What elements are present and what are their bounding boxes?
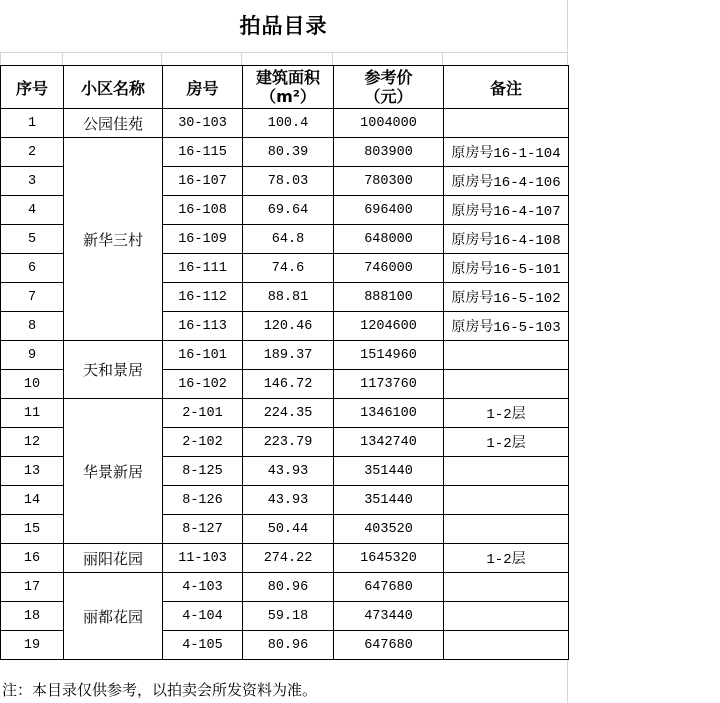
cell-area: 50.44 <box>243 515 334 544</box>
cell-remark <box>444 457 569 486</box>
spacer-row <box>0 52 568 65</box>
cell-community: 天和景居 <box>64 341 163 399</box>
cell-price: 780300 <box>334 167 444 196</box>
cell-room: 30-103 <box>163 109 243 138</box>
cell-no: 19 <box>1 631 64 660</box>
cell-community: 丽阳花园 <box>64 544 163 573</box>
cell-price: 351440 <box>334 457 444 486</box>
cell-remark: 原房号16-4-107 <box>444 196 569 225</box>
cell-remark: 原房号16-5-101 <box>444 254 569 283</box>
cell-no: 16 <box>1 544 64 573</box>
header-area <box>243 66 334 109</box>
cell-price: 403520 <box>334 515 444 544</box>
cell-room: 8-127 <box>163 515 243 544</box>
cell-area: 69.64 <box>243 196 334 225</box>
table-row <box>1 573 569 602</box>
cell-remark <box>444 486 569 515</box>
cell-room: 4-104 <box>163 602 243 631</box>
cell-community: 新华三村 <box>64 138 163 341</box>
cell-remark: 原房号16-1-104 <box>444 138 569 167</box>
header-price-label: 参考价 <box>364 68 413 87</box>
spacer-cell <box>242 53 333 65</box>
cell-price: 1645320 <box>334 544 444 573</box>
cell-no: 5 <box>1 225 64 254</box>
cell-area: 146.72 <box>243 370 334 399</box>
cell-no: 10 <box>1 370 64 399</box>
cell-area: 88.81 <box>243 283 334 312</box>
table-row <box>1 109 569 138</box>
cell-remark: 原房号16-5-103 <box>444 312 569 341</box>
cell-remark: 1-2层 <box>444 428 569 457</box>
header-community: 小区名称 <box>64 66 163 109</box>
cell-price: 351440 <box>334 486 444 515</box>
cell-room: 4-105 <box>163 631 243 660</box>
spacer-cell <box>162 53 242 65</box>
table-row <box>1 341 569 370</box>
header-row <box>1 66 569 109</box>
page-title: 拍品目录 <box>0 0 568 52</box>
cell-remark <box>444 631 569 660</box>
header-area-label: 建筑面积 <box>255 68 320 87</box>
cell-no: 4 <box>1 196 64 225</box>
cell-no: 18 <box>1 602 64 631</box>
cell-no: 6 <box>1 254 64 283</box>
cell-area: 223.79 <box>243 428 334 457</box>
header-price-unit: （元） <box>364 87 413 106</box>
spacer-cell <box>333 53 443 65</box>
cell-community: 华景新居 <box>64 399 163 544</box>
cell-no: 9 <box>1 341 64 370</box>
spacer-cell <box>63 53 162 65</box>
cell-community: 公园佳苑 <box>64 109 163 138</box>
spacer-cell <box>443 53 568 65</box>
cell-price: 647680 <box>334 573 444 602</box>
cell-area: 74.6 <box>243 254 334 283</box>
cell-room: 8-126 <box>163 486 243 515</box>
cell-area: 120.46 <box>243 312 334 341</box>
cell-price: 1346100 <box>334 399 444 428</box>
cell-price: 696400 <box>334 196 444 225</box>
cell-area: 43.93 <box>243 457 334 486</box>
cell-no: 1 <box>1 109 64 138</box>
cell-no: 14 <box>1 486 64 515</box>
cell-price: 746000 <box>334 254 444 283</box>
cell-area: 189.37 <box>243 341 334 370</box>
cell-price: 473440 <box>334 602 444 631</box>
header-room: 房号 <box>163 66 243 109</box>
cell-price: 1204600 <box>334 312 444 341</box>
cell-price: 1514960 <box>334 341 444 370</box>
cell-no: 12 <box>1 428 64 457</box>
table-row <box>1 138 569 167</box>
cell-area: 274.22 <box>243 544 334 573</box>
cell-remark <box>444 515 569 544</box>
cell-remark: 1-2层 <box>444 544 569 573</box>
cell-room: 2-102 <box>163 428 243 457</box>
cell-room: 4-103 <box>163 573 243 602</box>
cell-no: 3 <box>1 167 64 196</box>
cell-remark: 1-2层 <box>444 399 569 428</box>
cell-price: 1342740 <box>334 428 444 457</box>
cell-remark: 原房号16-5-102 <box>444 283 569 312</box>
cell-price: 1173760 <box>334 370 444 399</box>
header-no: 序号 <box>1 66 64 109</box>
cell-area: 80.39 <box>243 138 334 167</box>
cell-room: 16-112 <box>163 283 243 312</box>
cell-remark <box>444 109 569 138</box>
cell-room: 16-102 <box>163 370 243 399</box>
cell-area: 78.03 <box>243 167 334 196</box>
header-remark: 备注 <box>444 66 569 109</box>
catalog-table <box>0 65 569 660</box>
cell-room: 16-109 <box>163 225 243 254</box>
cell-room: 2-101 <box>163 399 243 428</box>
footnote: 注：本目录仅供参考，以拍卖会所发资料为准。 <box>2 681 318 699</box>
cell-remark: 原房号16-4-108 <box>444 225 569 254</box>
table-row <box>1 399 569 428</box>
cell-remark <box>444 341 569 370</box>
cell-area: 100.4 <box>243 109 334 138</box>
cell-price: 888100 <box>334 283 444 312</box>
cell-price: 1004000 <box>334 109 444 138</box>
cell-remark <box>444 602 569 631</box>
cell-remark <box>444 573 569 602</box>
cell-room: 16-115 <box>163 138 243 167</box>
table-row <box>1 544 569 573</box>
cell-room: 11-103 <box>163 544 243 573</box>
cell-no: 2 <box>1 138 64 167</box>
cell-room: 8-125 <box>163 457 243 486</box>
cell-area: 43.93 <box>243 486 334 515</box>
cell-no: 8 <box>1 312 64 341</box>
cell-price: 647680 <box>334 631 444 660</box>
cell-remark <box>444 370 569 399</box>
cell-no: 13 <box>1 457 64 486</box>
cell-room: 16-101 <box>163 341 243 370</box>
cell-no: 17 <box>1 573 64 602</box>
cell-price: 648000 <box>334 225 444 254</box>
cell-room: 16-111 <box>163 254 243 283</box>
cell-community: 丽都花园 <box>64 573 163 660</box>
spacer-cell <box>0 53 63 65</box>
cell-room: 16-113 <box>163 312 243 341</box>
cell-price: 803900 <box>334 138 444 167</box>
cell-area: 59.18 <box>243 602 334 631</box>
cell-no: 7 <box>1 283 64 312</box>
cell-area: 80.96 <box>243 573 334 602</box>
cell-no: 11 <box>1 399 64 428</box>
header-area-unit: （m²） <box>260 87 316 106</box>
cell-room: 16-107 <box>163 167 243 196</box>
cell-area: 224.35 <box>243 399 334 428</box>
cell-room: 16-108 <box>163 196 243 225</box>
header-price <box>334 66 444 109</box>
cell-remark: 原房号16-4-106 <box>444 167 569 196</box>
cell-no: 15 <box>1 515 64 544</box>
cell-area: 64.8 <box>243 225 334 254</box>
cell-area: 80.96 <box>243 631 334 660</box>
